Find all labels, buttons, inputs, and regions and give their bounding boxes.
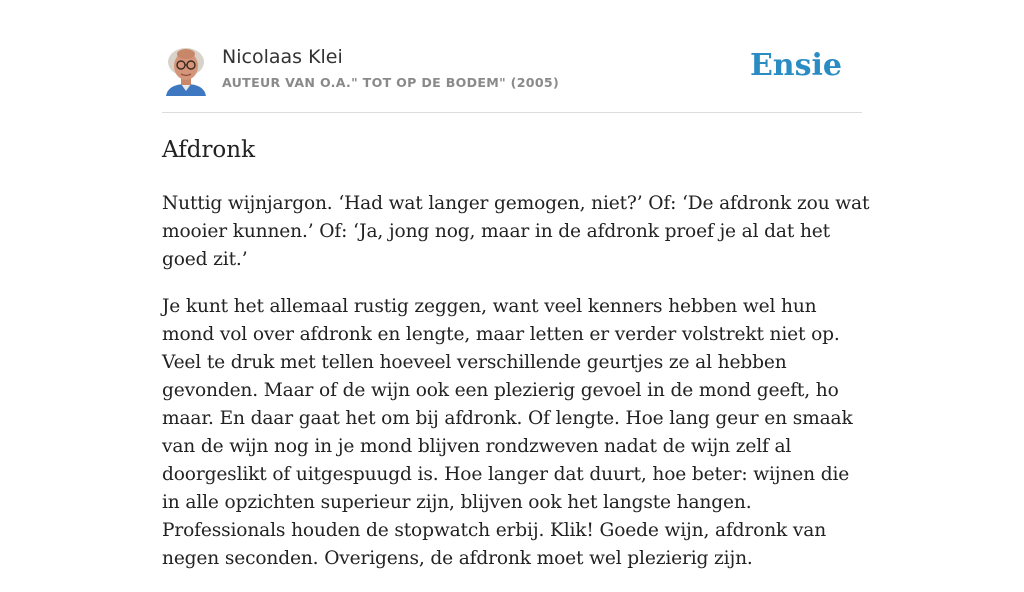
author-subtitle: AUTEUR VAN O.A." TOT OP DE BODEM" (2005): [222, 75, 560, 90]
article-body: [162, 190, 872, 592]
avatar-portrait-icon: [162, 44, 210, 96]
author-name[interactable]: Nicolaas Klei: [222, 46, 343, 68]
header-divider: [162, 112, 862, 113]
author-avatar[interactable]: [162, 44, 210, 96]
body-paragraph: Nuttig wijnjargon. ‘Had wat langer gemogen, niet?’ Of: ‘De afdronk zou wat mooier kunnen.’ Of: ‘Ja, jong nog, maar in de afdronk proef je al dat het goed zit.’: [162, 193, 870, 270]
brand-logo[interactable]: Ensie: [749, 48, 842, 83]
body-paragraph: Je kunt het allemaal rustig zeggen, want veel kenners hebben wel hun mond vol over afdronk en lengte, maar letten er verder volstrekt niet op. Veel te druk met tellen hoeveel verschillende geurtjes ze al hebben gevonden. Maar of de wijn ook een plezierig gevoel in de mond geeft, ho maar. En daar gaat het om bij afdronk. Of lengte. Hoe lang geur en smaak van de wijn nog in je mond blijven rondzweven nadat de wijn zelf al doorgeslikt of uitgespuugd is. Hoe langer dat duurt, hoe beter: wijnen die in alle opzichten superieur zijn, blijven ook het langste hangen. Professionals houden de stopwatch erbij. Klik! Goede wijn, afdronk van negen seconden. Overigens, de afdronk moet wel plezierig zijn.: [162, 296, 853, 569]
page-title: Afdronk: [162, 137, 256, 163]
